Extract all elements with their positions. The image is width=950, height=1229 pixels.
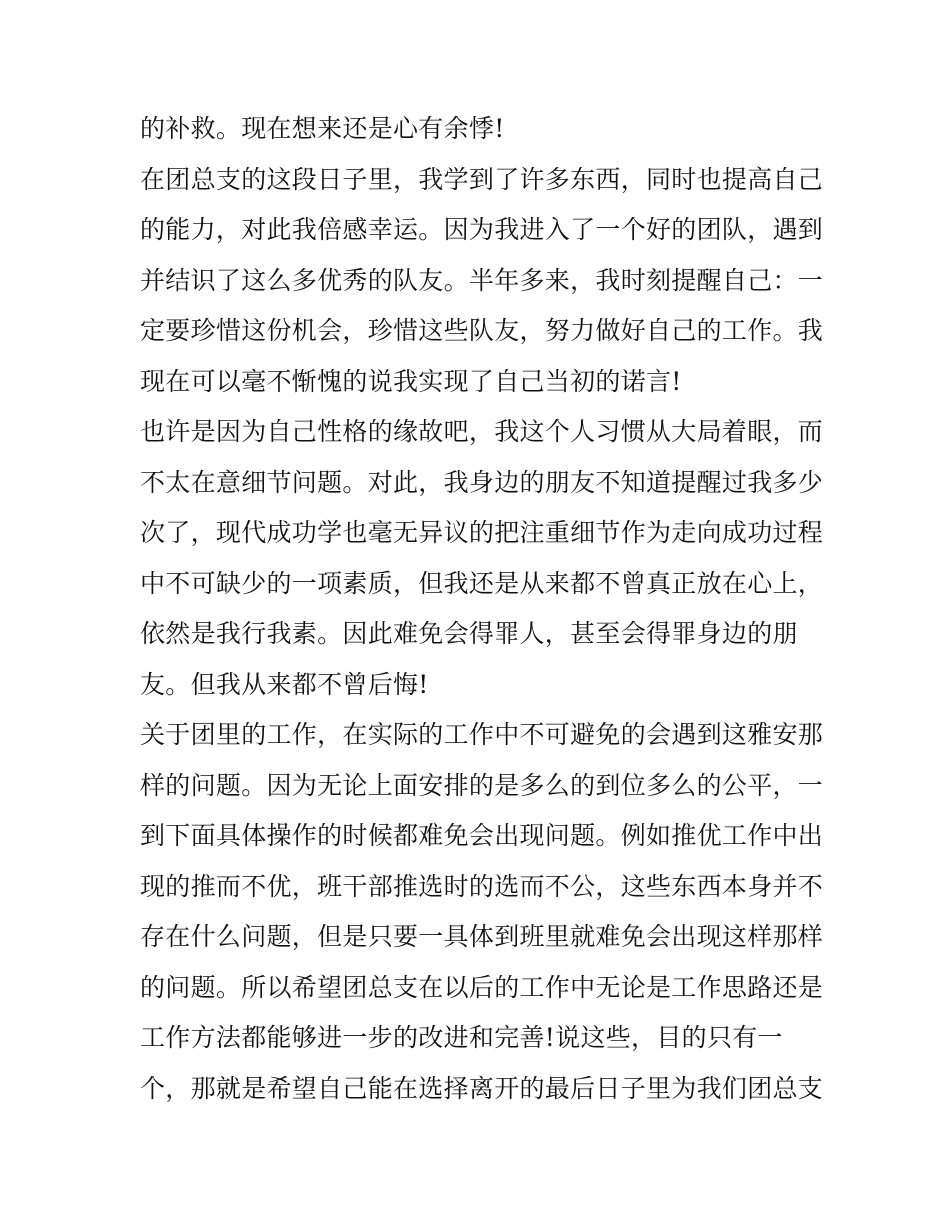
text-line-12: 友。但我从来都不曾后悔! xyxy=(140,669,429,699)
text-line-1: 的补救。现在想来还是心有余悸! xyxy=(140,114,505,143)
document-body xyxy=(140,104,824,1114)
text-line-4: 并结识了这么多优秀的队友。半年多来，我时刻提醒自己：一 xyxy=(140,265,824,295)
text-line-7: 也许是因为自己性格的缘故吧，我这个人习惯从大局着眼，而 xyxy=(140,417,824,446)
text-line-2: 在团总支的这段日子里，我学到了许多东西，同时也提高自己 xyxy=(140,164,824,194)
text-line-19: 工作方法都能够进一步的改进和完善!说这些，目的只有一 xyxy=(140,1023,783,1052)
text-line-14: 样的问题。因为无论上面安排的是多么的到位多么的公平，一 xyxy=(140,770,824,800)
text-line-17: 存在什么问题，但是只要一具体到班里就难免会出现这样那样 xyxy=(140,922,824,951)
text-line-16: 现的推而不优，班干部推选时的选而不公，这些东西本身并不 xyxy=(140,871,824,901)
text-line-11: 依然是我行我素。因此难免会得罪人，甚至会得罪身边的朋 xyxy=(140,619,798,648)
text-line-18: 的问题。所以希望团总支在以后的工作中无论是工作思路还是 xyxy=(140,972,824,1002)
text-line-10: 中不可缺少的一项素质，但我还是从来都不曾真正放在心上， xyxy=(140,568,824,598)
text-line-15: 到下面具体操作的时候都难免会出现问题。例如推优工作中出 xyxy=(140,821,824,850)
text-line-8: 不太在意细节问题。对此，我身边的朋友不知道提醒过我多少 xyxy=(140,467,824,497)
text-line-9: 次了，现代成功学也毫无异议的把注重细节作为走向成功过程 xyxy=(140,518,824,547)
text-line-6: 现在可以毫不惭愧的说我实现了自己当初的诺言! xyxy=(140,366,682,396)
text-line-3: 的能力，对此我倍感幸运。因为我进入了一个好的团队，遇到 xyxy=(140,215,824,244)
text-line-5: 定要珍惜这份机会，珍惜这些队友，努力做好自己的工作。我 xyxy=(140,316,824,345)
text-line-20: 个，那就是希望自己能在选择离开的最后日子里为我们团总支 xyxy=(140,1073,824,1103)
text-line-13: 关于团里的工作，在实际的工作中不可避免的会遇到这雅安那 xyxy=(140,720,824,749)
